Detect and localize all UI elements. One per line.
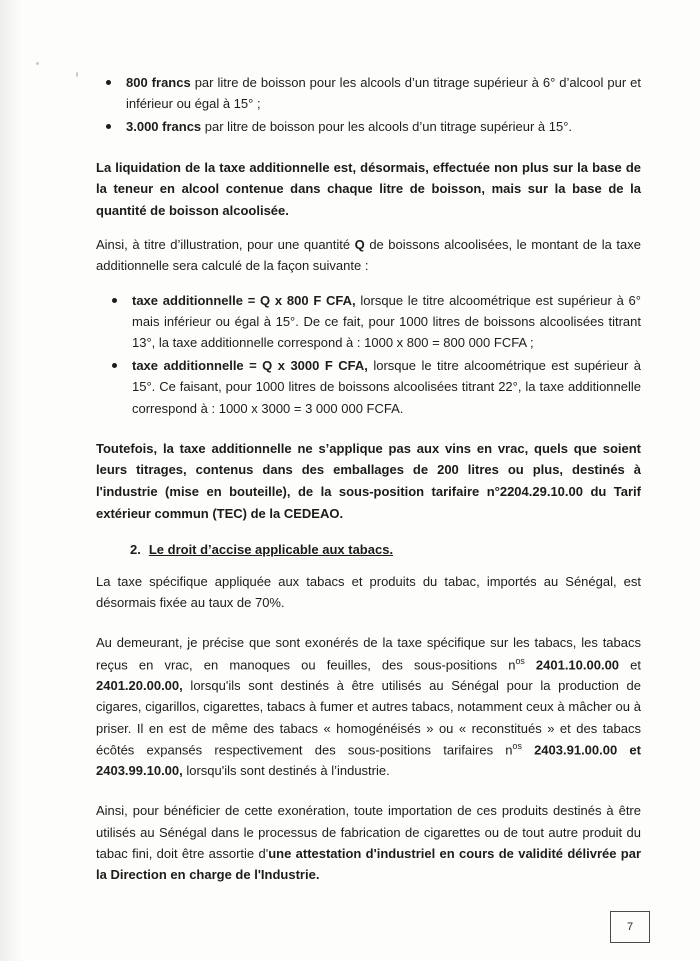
list-item-lead: 3.000 francs: [126, 119, 202, 135]
paragraph-tabac-exoneration: [96, 632, 641, 781]
scan-edge-shadow: [0, 0, 22, 961]
formula-lead: taxe additionnelle = Q x 3000 F CFA,: [132, 358, 368, 374]
formula-text: lorsque le titre alcoométrique est supérieur à 6° mais inférieur ou égal à 15°. De ce fait, pour 1000 litres de boissons alcoolisées titrant 13°, la taxe additionnelle correspond à : 1000 x 800 = 800 000 FCFA ;: [132, 292, 641, 351]
paragraph-illustration-part2: de boissons alcoolisées, le montant de la taxe additionnelle sera calculé de la façon suivante :: [96, 237, 641, 274]
attestation-text: Ainsi, pour bénéficier de cette exonération, toute importation de ces produits destinés à être utilisés au Sénégal dans le processus de fabrication de cigarettes ou de tout autre produit du tabac fini, doit être assortie d': [96, 803, 641, 861]
tariff-code-2401-10: 2401.10.00.00: [524, 657, 620, 672]
tabac-sup-2: os: [512, 740, 522, 751]
scan-speck: [76, 72, 78, 77]
paragraph-illustration-part1: Ainsi, à titre d’illustration, pour une quantité: [96, 237, 355, 253]
tariff-code-2403: 2403.91.00.00 et 2403.99.10.00,: [96, 742, 641, 779]
list-item-text: par litre de boisson pour les alcools d’un titrage supérieur à 6° d’alcool pur et inférieur ou égal à 15° ;: [126, 75, 641, 112]
formula-text: lorsque le titre alcoométrique est supérieur à 15°. Ce faisant, pour 1000 litres de boissons alcoolisées titrant 22°, la taxe additionnelle correspond à : 1000 x 3000 = 3 000 000 FCFA.: [132, 358, 641, 416]
alcohol-rates-list: [96, 72, 641, 138]
section-title: Le droit d’accise applicable aux tabacs.: [148, 542, 394, 558]
formula-list: [96, 290, 641, 419]
list-item-lead: 800 francs: [126, 75, 191, 90]
paragraph-wine-exception: Toutefois, la taxe additionnelle ne s’applique pas aux vins en vrac, quels que soient leurs titrages, contenus dans des emballages de 200 litres ou plus, destinés à l'industrie (mise en bouteille), de la sous-position tarifaire n°2204.29.10.00 du Tarif extérieur commun (TEC) de la CEDEAO.: [96, 440, 641, 521]
list-item: [96, 72, 641, 114]
tariff-code-2401-20: 2401.20.00.00,: [96, 678, 183, 694]
tabac-sup-1: os: [515, 655, 525, 666]
paragraph-illustration: [96, 234, 641, 276]
section-number: 2.: [130, 542, 141, 558]
scan-speck: [36, 62, 39, 65]
tabac-text-1: Au demeurant, je précise que sont exonérés de la taxe spécifique sur les tabacs, les tabacs reçus en vrac, en manoques ou feuilles, des sous-positions n: [96, 635, 641, 672]
list-item: [96, 290, 641, 354]
tabac-text-2: et: [619, 657, 641, 672]
section-heading-tabacs: [130, 542, 641, 557]
tabac-text-3: lorsqu'ils sont destinés à être utilisés au Sénégal pour la production de cigares, cigarillos, cigarettes, tabacs à fumer et autres tabacs, notamment ceux à mâcher ou à priser. Il en est de même des tabacs « homogénéisés » ou « reconstitués » et des tabacs écôtés expansés respectivement des sous-positions tarifaires n: [96, 678, 641, 758]
list-item: [96, 116, 641, 137]
paragraph-liquidation: La liquidation de la taxe additionnelle est, désormais, effectuée non plus sur la base de la teneur en alcool contenue dans chaque litre de boisson, mais sur la base de la quantité de boisson alcoolisée.: [96, 159, 641, 218]
attestation-requirement: une attestation d'industriel en cours de validité délivrée par la Direction en charge de l'Industrie.: [96, 845, 642, 883]
quantity-symbol: Q: [354, 237, 365, 253]
tabac-text-4: lorsqu'ils sont destinés à l’industrie.: [182, 763, 390, 779]
list-item: [96, 355, 641, 419]
page-number: [610, 911, 650, 943]
page-number-value: 7: [626, 921, 634, 933]
document-body: [96, 72, 641, 898]
paragraph-attestation: [96, 800, 641, 885]
formula-lead: taxe additionnelle = Q x 800 F CFA,: [132, 292, 356, 308]
list-item-text: par litre de boisson pour les alcools d’un titrage supérieur à 15°.: [201, 119, 573, 135]
paragraph-tabac-rate: La taxe spécifique appliquée aux tabacs et produits du tabac, importés au Sénégal, est désormais fixée au taux de 70%.: [96, 574, 641, 611]
